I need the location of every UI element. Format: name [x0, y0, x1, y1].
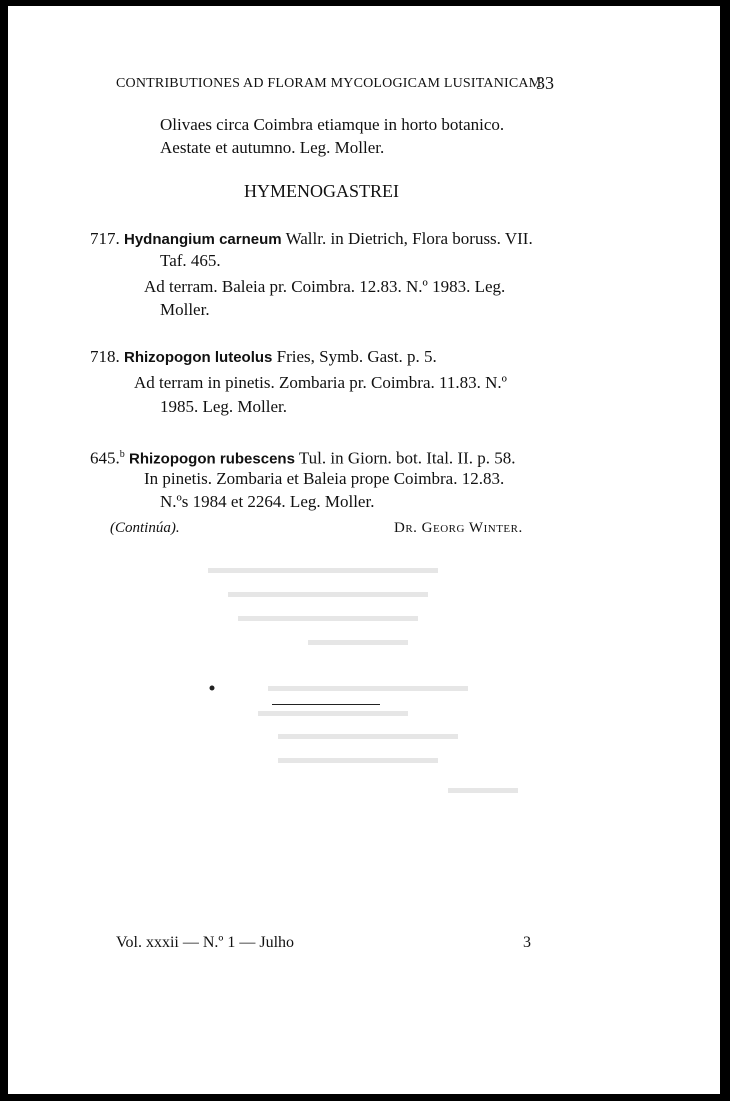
species: rubescens: [219, 450, 295, 468]
running-title: CONTRIBUTIONES AD FLORAM MYCOLOGICAM LUSITANICAM: [116, 76, 542, 91]
entry-718-line-3: 1985. Leg. Moller.: [160, 397, 288, 416]
continued-note: (Continúa).: [110, 520, 180, 536]
genus: Hydnangium: [124, 231, 215, 248]
citation: Wallr. in Dietrich, Flora boruss. VII.: [285, 229, 533, 248]
entry-718-line-2: Ad terram in pinetis. Zombaria pr. Coimbra. 11.83. N.º: [134, 373, 507, 392]
entry-717-line-2: Taf. 465.: [160, 251, 221, 270]
entry-number: 645.: [90, 448, 120, 468]
entry-717-line-3: Ad terram. Baleia pr. Coimbra. 12.83. N.º 1983. Leg.: [144, 277, 506, 296]
entry-718-line-1: [90, 346, 437, 369]
page-number: 33: [536, 73, 554, 93]
citation: Tul. in Giorn. bot. Ital. II. p. 58.: [298, 448, 516, 468]
citation: Fries, Symb. Gast. p. 5.: [276, 347, 437, 366]
entry-number: 718.: [90, 347, 120, 366]
sheet-signature: 3: [523, 934, 531, 951]
entry-717-line-4: Moller.: [160, 300, 210, 319]
entry-645b-line-3: N.ºs 1984 et 2264. Leg. Moller.: [160, 492, 375, 511]
author-signature: Dr. Georg Winter.: [394, 520, 523, 536]
closing-rule: [272, 704, 380, 705]
entry-645b-line-1: [90, 444, 515, 471]
genus: Rhizopogon: [124, 349, 211, 366]
species: luteolus: [214, 349, 273, 366]
entry-717-line-1: [90, 228, 533, 251]
entry-number: 717.: [90, 229, 120, 248]
species: carneum: [219, 231, 282, 248]
genus: Rhizopogon: [129, 450, 216, 468]
volume-footer: Vol. xxxii — N.º 1 — Julho: [116, 934, 295, 951]
intro-line-2: Aestate et autumno. Leg. Moller.: [160, 138, 385, 157]
show-through-texture: [148, 556, 578, 816]
page: [8, 6, 720, 1094]
entry-645b-line-2: In pinetis. Zombaria et Baleia prope Coimbra. 12.83.: [144, 469, 505, 488]
section-title: HYMENOGASTREI: [244, 181, 399, 201]
intro-line-1: Olivaes circa Coimbra etiamque in horto botanico.: [160, 115, 505, 134]
entry-suffix: b: [119, 449, 125, 460]
